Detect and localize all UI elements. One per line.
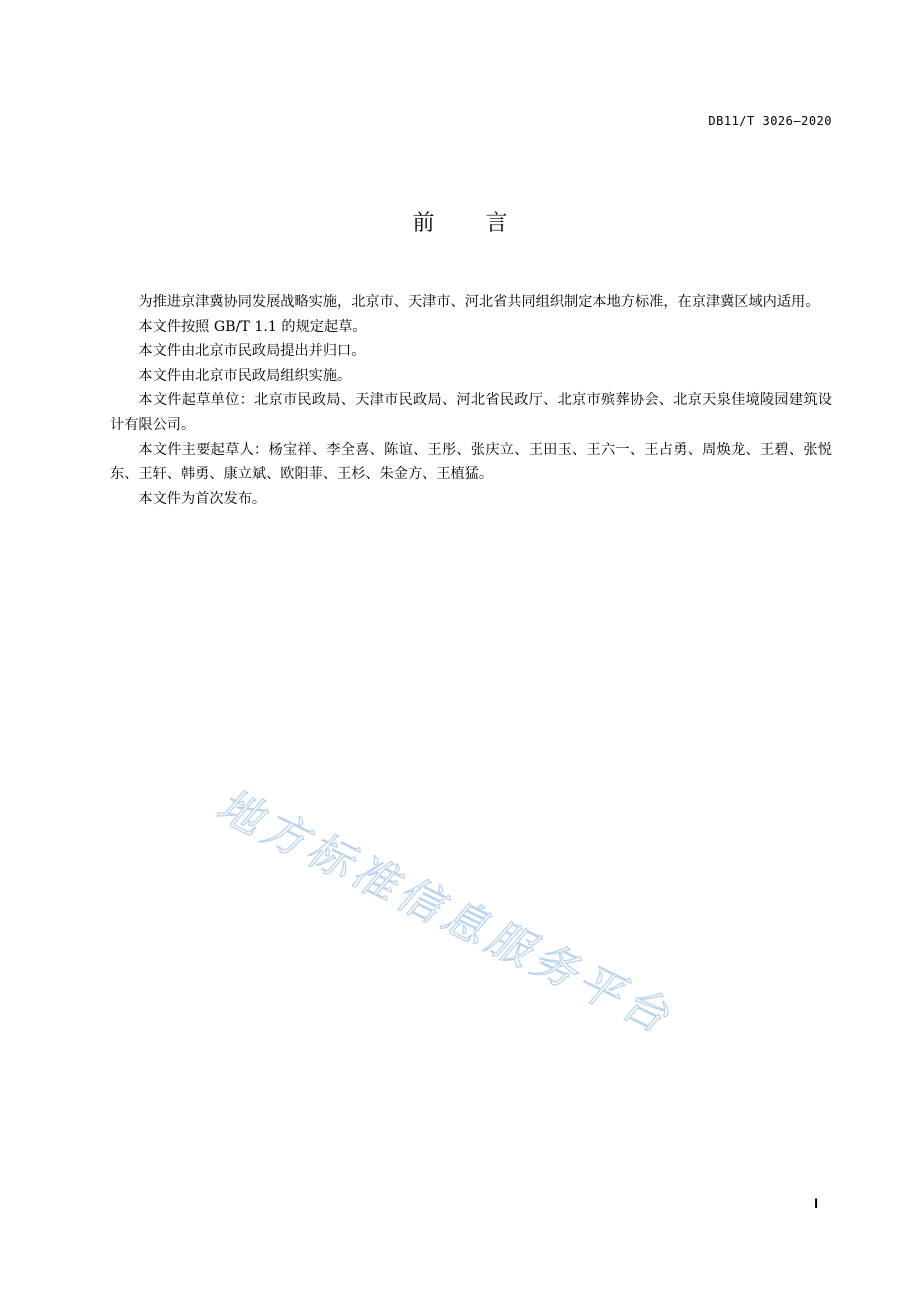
standard-code: DB11/T 3026—2020 — [708, 114, 832, 128]
watermark: 地方标准信息服务平台 — [208, 779, 681, 1045]
foreword-body — [110, 290, 832, 511]
paragraph: 本文件主要起草人：杨宝祥、李全喜、陈谊、王彤、张庆立、王田玉、王六一、王占勇、周焕龙、王碧、张悦东、王轩、韩勇、康立斌、欧阳菲、王杉、朱金方、王植猛。 — [110, 441, 832, 483]
paragraph: 本文件由北京市民政局组织实施。 — [138, 367, 352, 384]
paragraph: 本文件按照 GB/T 1.1 的规定起草。 — [138, 318, 367, 335]
paragraph: 为推进京津冀协同发展战略实施，北京市、天津市、河北省共同组织制定本地方标准，在京津冀区域内适用。 — [138, 294, 820, 310]
page-number: I — [814, 1195, 818, 1211]
paragraph: 本文件由北京市民政局提出并归口。 — [138, 343, 366, 360]
page-title: 前 言 — [412, 211, 530, 236]
paragraph: 本文件起草单位：北京市民政局、天津市民政局、河北省民政厅、北京市殡葬协会、北京天泉佳境陵园建筑设计有限公司。 — [110, 392, 832, 433]
paragraph: 本文件为首次发布。 — [138, 490, 267, 507]
